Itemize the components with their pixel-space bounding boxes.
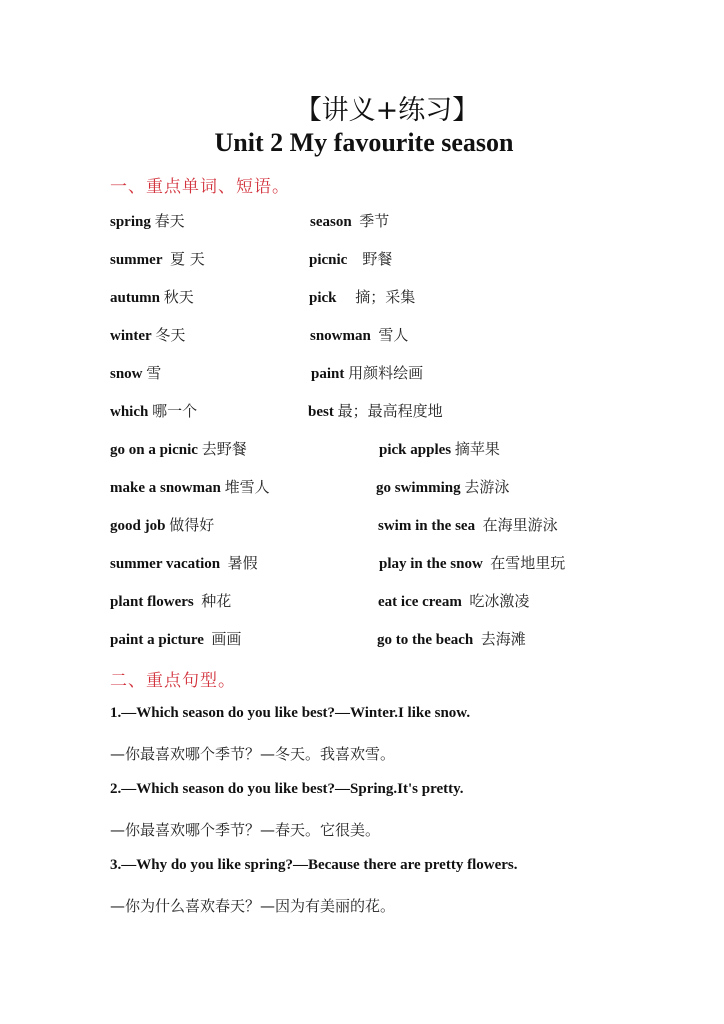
vocab-item: autumn 秋天 — [110, 288, 194, 306]
vocab-row — [110, 590, 630, 612]
sentence-english: 1.—Which season do you like best?—Winter.I like snow. — [110, 705, 471, 721]
vocab-item: picnic 野餐 — [309, 250, 393, 268]
sentence-chinese: —你最喜欢哪个季节？—春天。它很美。 — [110, 821, 381, 839]
vocab-row — [110, 286, 630, 308]
vocab-row — [110, 514, 630, 536]
vocab-item: spring 春天 — [110, 212, 185, 230]
vocab-item: good job 做得好 — [110, 516, 215, 534]
sentence-english: 2.—Which season do you like best?—Spring.It's pretty. — [110, 781, 464, 797]
vocab-item: eat ice cream 吃冰激凌 — [378, 592, 530, 610]
vocab-item: go swimming 去游泳 — [376, 478, 510, 496]
page-title: 【讲义+练习】 — [294, 95, 480, 126]
vocab-item: snow 雪 — [110, 364, 162, 382]
vocab-item: go on a picnic 去野餐 — [110, 440, 247, 458]
vocab-item: play in the snow 在雪地里玩 — [379, 554, 566, 572]
vocab-item: swim in the sea 在海里游泳 — [378, 516, 558, 534]
vocab-item: summer vacation 暑假 — [110, 554, 258, 572]
vocab-item: make a snowman 堆雪人 — [110, 478, 270, 496]
vocab-item: paint a picture 画画 — [110, 630, 242, 648]
vocab-row — [110, 476, 630, 498]
vocab-item: season 季节 — [310, 212, 390, 230]
vocab-item: summer 夏 天 — [110, 250, 205, 268]
vocab-item: which 哪一个 — [110, 402, 198, 420]
vocab-item: snowman 雪人 — [310, 326, 409, 344]
vocab-row — [110, 210, 630, 232]
vocab-item: plant flowers 种花 — [110, 592, 232, 610]
sentence-english: 3.—Why do you like spring?—Because there are pretty flowers. — [110, 857, 518, 873]
vocab-item: best 最；最高程度地 — [308, 402, 443, 420]
vocab-item: winter 冬天 — [110, 326, 186, 344]
vocab-row — [110, 400, 630, 422]
section-heading-sentences: 二、重点句型。 — [110, 671, 236, 691]
section-heading-vocabulary: 一、重点单词、短语。 — [110, 177, 290, 197]
vocab-item: pick 摘；采集 — [309, 288, 416, 306]
sentence-chinese: —你最喜欢哪个季节？—冬天。我喜欢雪。 — [110, 745, 396, 763]
unit-title: Unit 2 My favourite season — [214, 128, 514, 157]
vocab-row — [110, 438, 630, 460]
sentence-chinese: —你为什么喜欢春天？—因为有美丽的花。 — [110, 897, 396, 915]
vocab-row — [110, 362, 630, 384]
vocab-row — [110, 552, 630, 574]
vocab-row — [110, 628, 630, 650]
vocab-item: paint 用颜料绘画 — [311, 364, 424, 382]
vocab-item: go to the beach 去海滩 — [377, 630, 526, 648]
vocab-row — [110, 324, 630, 346]
vocab-item: pick apples 摘苹果 — [379, 440, 500, 458]
vocab-row — [110, 248, 630, 270]
